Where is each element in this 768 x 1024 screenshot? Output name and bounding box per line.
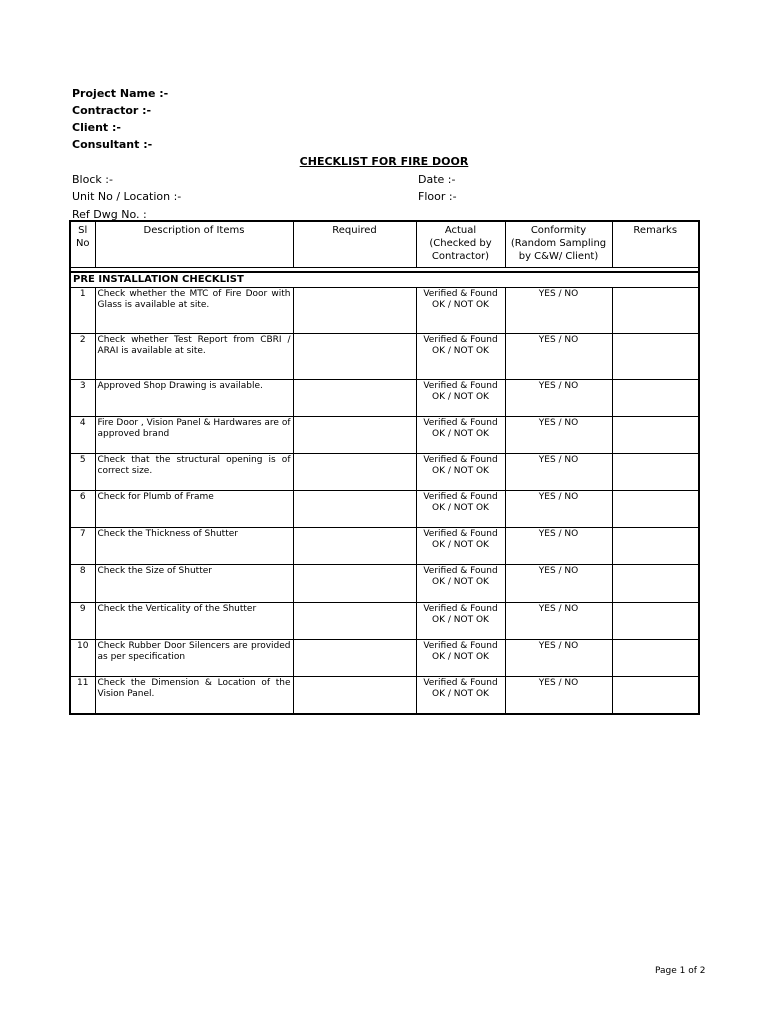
col-header-conformity-line3: by C&W/ Client) <box>518 251 599 262</box>
row-sl-no: 6 <box>70 491 95 528</box>
row-remarks <box>612 565 699 603</box>
row-description: Check the Thickness of Shutter <box>95 528 293 565</box>
row-conformity: YES / NO <box>505 288 612 334</box>
row-required <box>293 528 416 565</box>
date-field: Date :- <box>418 173 456 186</box>
row-actual-line1: Verified & Found <box>423 289 498 299</box>
row-sl-no: 8 <box>70 565 95 603</box>
row-actual <box>416 528 505 565</box>
row-required <box>293 603 416 640</box>
row-actual-line2: OK / NOT OK <box>432 577 489 587</box>
row-actual-line1: Verified & Found <box>423 455 498 465</box>
col-header-remarks: Remarks <box>612 221 699 267</box>
row-description: Check whether the MTC of Fire Door with Glass is available at site. <box>95 288 293 334</box>
table-row <box>70 640 699 677</box>
row-required <box>293 677 416 714</box>
col-header-conformity-line1: Conformity <box>530 225 587 236</box>
row-sl-no: 10 <box>70 640 95 677</box>
row-required <box>293 334 416 380</box>
table-row <box>70 417 699 454</box>
row-actual-line2: OK / NOT OK <box>432 346 489 356</box>
row-actual-line1: Verified & Found <box>423 335 498 345</box>
row-required <box>293 640 416 677</box>
table-row <box>70 380 699 417</box>
row-description: Check Rubber Door Silencers are provided as per specification <box>95 640 293 677</box>
col-header-conformity <box>505 221 612 267</box>
row-sl-no: 11 <box>70 677 95 714</box>
floor-field: Floor :- <box>418 190 457 203</box>
row-remarks <box>612 603 699 640</box>
row-conformity: YES / NO <box>505 677 612 714</box>
row-description: Check for Plumb of Frame <box>95 491 293 528</box>
block-field: Block :- <box>72 173 113 186</box>
row-actual-line1: Verified & Found <box>423 529 498 539</box>
row-actual-line2: OK / NOT OK <box>432 689 489 699</box>
page-number: Page 1 of 2 <box>655 966 706 976</box>
row-actual-line1: Verified & Found <box>423 381 498 391</box>
row-actual-line2: OK / NOT OK <box>432 615 489 625</box>
row-actual <box>416 603 505 640</box>
client-label: Client :- <box>72 121 121 134</box>
row-remarks <box>612 380 699 417</box>
row-actual-line1: Verified & Found <box>423 604 498 614</box>
row-remarks <box>612 417 699 454</box>
section-title: PRE INSTALLATION CHECKLIST <box>70 272 699 288</box>
row-sl-no: 3 <box>70 380 95 417</box>
row-conformity: YES / NO <box>505 640 612 677</box>
consultant-label: Consultant :- <box>72 138 153 151</box>
row-description: Fire Door , Vision Panel & Hardwares are of approved brand <box>95 417 293 454</box>
row-conformity: YES / NO <box>505 417 612 454</box>
table-header-row <box>70 221 699 267</box>
row-actual <box>416 565 505 603</box>
ref-dwg-field: Ref Dwg No. : <box>72 208 147 221</box>
row-description: Check whether Test Report from CBRI / ARAI is available at site. <box>95 334 293 380</box>
row-remarks <box>612 640 699 677</box>
row-conformity: YES / NO <box>505 334 612 380</box>
row-required <box>293 288 416 334</box>
table-row <box>70 677 699 714</box>
row-description: Check the Dimension & Location of the Vision Panel. <box>95 677 293 714</box>
row-required <box>293 491 416 528</box>
row-required <box>293 380 416 417</box>
row-remarks <box>612 528 699 565</box>
row-description: Check that the structural opening is of correct size. <box>95 454 293 491</box>
table-row <box>70 288 699 334</box>
row-sl-no: 5 <box>70 454 95 491</box>
row-description: Check the Size of Shutter <box>95 565 293 603</box>
row-actual <box>416 640 505 677</box>
row-conformity: YES / NO <box>505 565 612 603</box>
table-row <box>70 334 699 380</box>
row-description: Check the Verticality of the Shutter <box>95 603 293 640</box>
row-actual <box>416 380 505 417</box>
row-actual-line1: Verified & Found <box>423 641 498 651</box>
row-actual-line2: OK / NOT OK <box>432 652 489 662</box>
unit-location-field: Unit No / Location :- <box>72 190 182 203</box>
col-header-required: Required <box>293 221 416 267</box>
row-conformity: YES / NO <box>505 454 612 491</box>
row-remarks <box>612 454 699 491</box>
row-actual-line2: OK / NOT OK <box>432 300 489 310</box>
row-actual-line2: OK / NOT OK <box>432 503 489 513</box>
row-conformity: YES / NO <box>505 491 612 528</box>
row-actual-line1: Verified & Found <box>423 566 498 576</box>
row-sl-no: 7 <box>70 528 95 565</box>
row-actual-line1: Verified & Found <box>423 678 498 688</box>
row-actual <box>416 334 505 380</box>
row-actual-line1: Verified & Found <box>423 492 498 502</box>
row-sl-no: 2 <box>70 334 95 380</box>
row-required <box>293 417 416 454</box>
col-header-actual-line3: Contractor) <box>431 251 490 262</box>
row-actual <box>416 454 505 491</box>
row-actual <box>416 677 505 714</box>
row-remarks <box>612 334 699 380</box>
row-sl-no: 1 <box>70 288 95 334</box>
row-conformity: YES / NO <box>505 380 612 417</box>
row-conformity: YES / NO <box>505 603 612 640</box>
row-sl-no: 9 <box>70 603 95 640</box>
row-remarks <box>612 677 699 714</box>
table-row <box>70 454 699 491</box>
section-row <box>70 272 699 288</box>
col-header-actual-line1: Actual <box>444 225 477 236</box>
row-actual-line2: OK / NOT OK <box>432 466 489 476</box>
row-actual <box>416 288 505 334</box>
table-row <box>70 565 699 603</box>
row-sl-no: 4 <box>70 417 95 454</box>
row-required <box>293 454 416 491</box>
col-header-actual <box>416 221 505 267</box>
row-remarks <box>612 288 699 334</box>
col-header-description: Description of Items <box>95 221 293 267</box>
col-header-actual-line2: (Checked by <box>429 238 492 249</box>
table-row <box>70 491 699 528</box>
contractor-label: Contractor :- <box>72 104 152 117</box>
table-row <box>70 603 699 640</box>
col-header-sl: Sl No <box>70 221 95 267</box>
col-header-conformity-line2: (Random Sampling <box>510 238 607 249</box>
row-required <box>293 565 416 603</box>
row-actual <box>416 417 505 454</box>
document-title: CHECKLIST FOR FIRE DOOR <box>299 155 469 168</box>
row-actual-line1: Verified & Found <box>423 418 498 428</box>
table-row <box>70 528 699 565</box>
checklist-table <box>69 220 700 715</box>
row-actual-line2: OK / NOT OK <box>432 540 489 550</box>
row-conformity: YES / NO <box>505 528 612 565</box>
row-description: Approved Shop Drawing is available. <box>95 380 293 417</box>
row-remarks <box>612 491 699 528</box>
row-actual-line2: OK / NOT OK <box>432 392 489 402</box>
row-actual-line2: OK / NOT OK <box>432 429 489 439</box>
project-name-label: Project Name :- <box>72 87 169 100</box>
row-actual <box>416 491 505 528</box>
